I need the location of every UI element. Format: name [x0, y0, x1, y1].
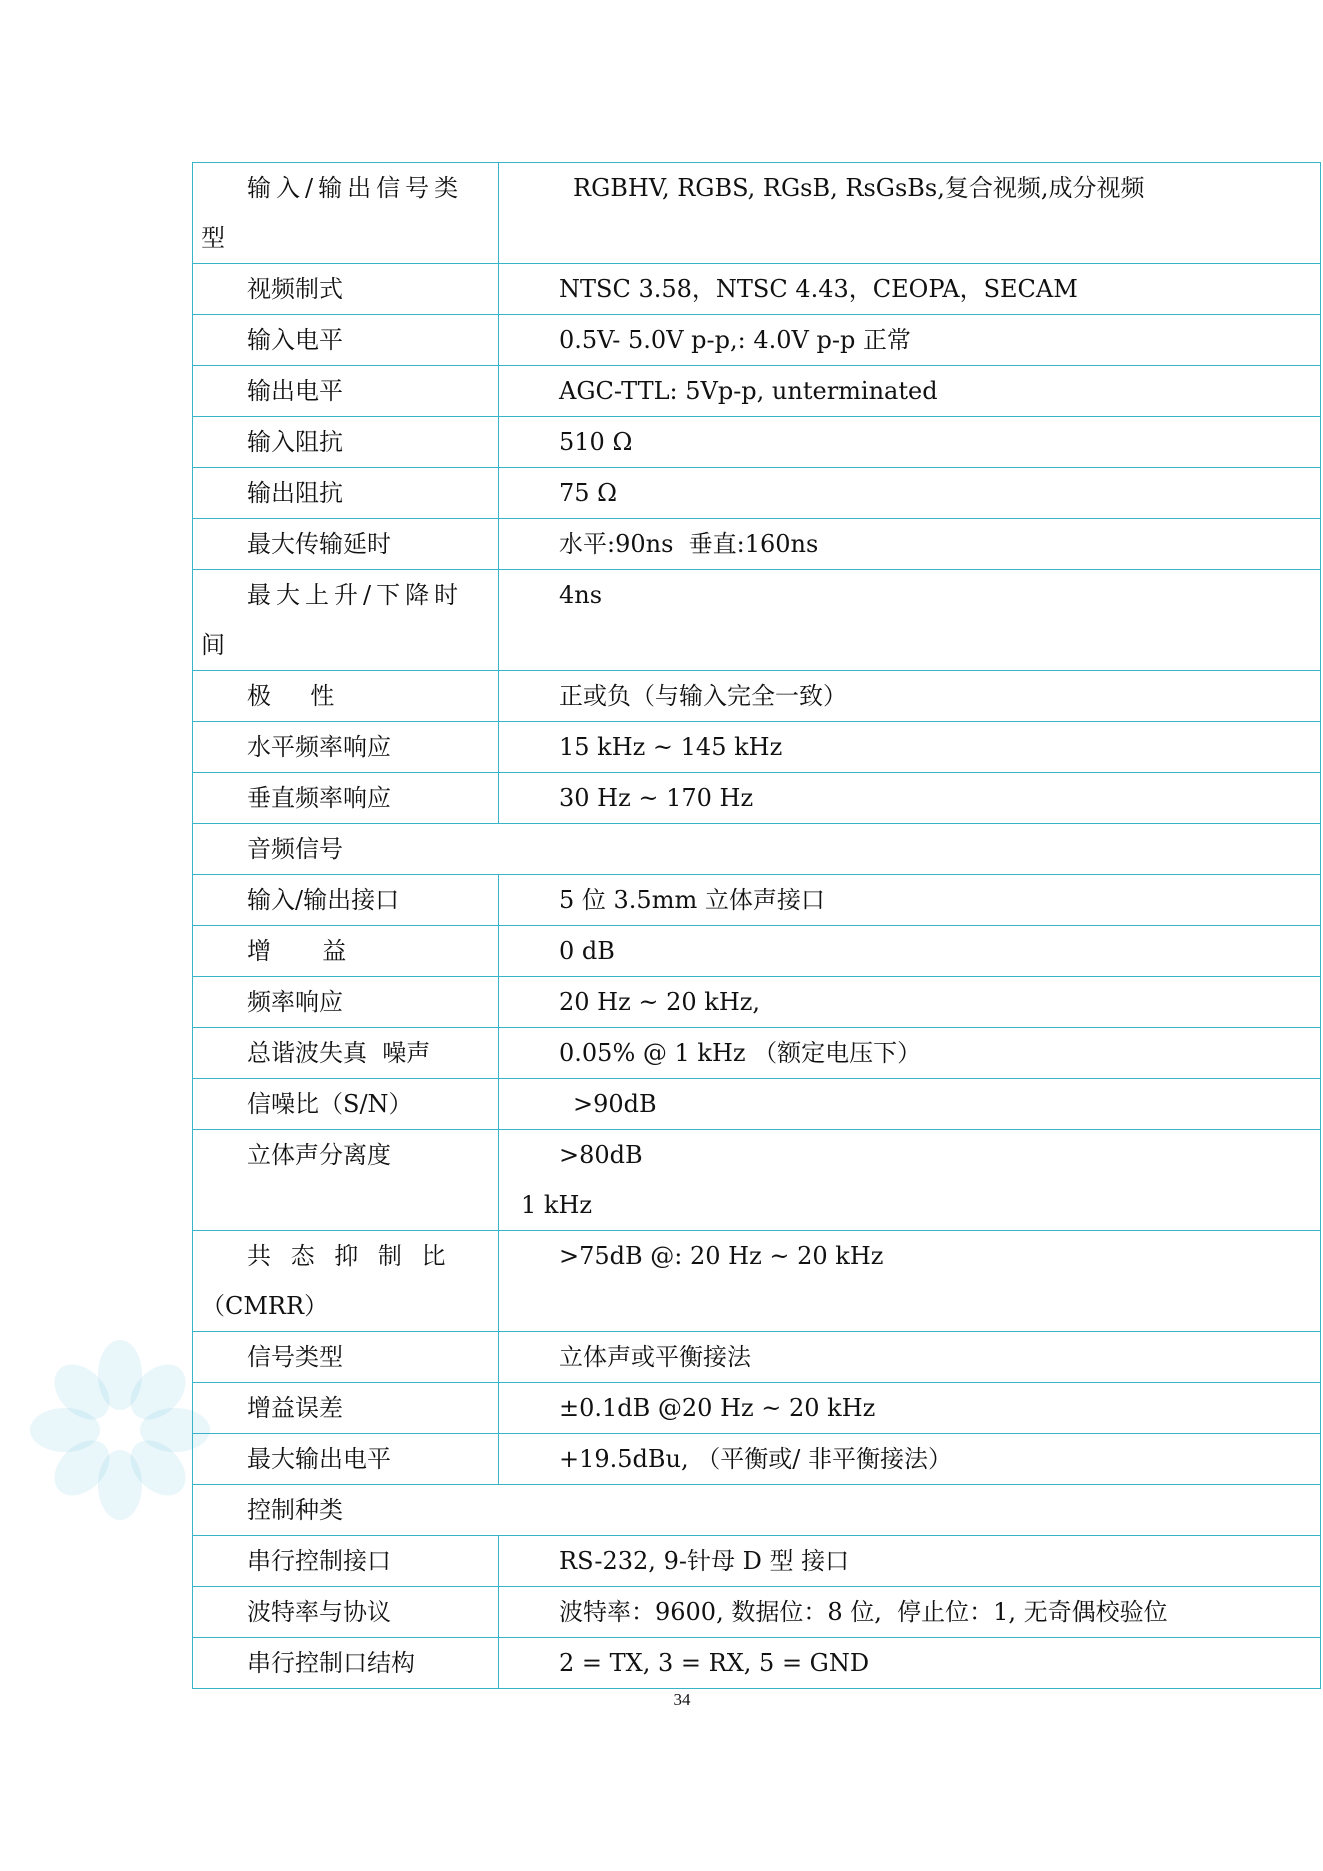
table-row: 输入电平 0.5V- 5.0V p-p,: 4.0V p-p 正常 — [193, 315, 1321, 366]
table-row: 输出阻抗 75 Ω — [193, 468, 1321, 519]
table-row: 垂直频率响应 30 Hz ~ 170 Hz — [193, 773, 1321, 824]
table-row: 最大上升/下降时 间 4ns — [193, 570, 1321, 671]
section-heading-control: 控制种类 — [193, 1485, 1321, 1536]
section-row — [193, 824, 1321, 875]
section-heading-audio: 音频信号 — [193, 824, 1321, 875]
row-value: RGBHV, RGBS, RGsB, RsGsBs,复合视频,成分视频 — [499, 163, 1321, 264]
table-row: 增 益 0 dB — [193, 926, 1321, 977]
spec-table — [192, 162, 1321, 1689]
table-row: 信号类型 立体声或平衡接法 — [193, 1332, 1321, 1383]
watermark-flower-logo — [20, 1330, 220, 1530]
row-label: 输入/输出信号类 型 — [193, 163, 499, 264]
section-row — [193, 1485, 1321, 1536]
table-row: 信噪比（S/N） >90dB — [193, 1079, 1321, 1130]
table-row: 串行控制接口 RS-232, 9-针母 D 型 接口 — [193, 1536, 1321, 1587]
table-row: 输出电平 AGC-TTL: 5Vp-p, unterminated — [193, 366, 1321, 417]
table-row: 最大传输延时 水平:90ns 垂直:160ns — [193, 519, 1321, 570]
table-row: 极 性 正或负（与输入完全一致） — [193, 671, 1321, 722]
table-row: 总谐波失真 噪声 0.05% @ 1 kHz （额定电压下） — [193, 1028, 1321, 1079]
table-row — [193, 163, 1321, 264]
table-row: 串行控制口结构 2 = TX, 3 = RX, 5 = GND — [193, 1638, 1321, 1689]
table-row: 频率响应 20 Hz ~ 20 kHz, — [193, 977, 1321, 1028]
table-row: 增益误差 ±0.1dB @20 Hz ~ 20 kHz — [193, 1383, 1321, 1434]
table-row: 立体声分离度 >80dB 1 kHz — [193, 1130, 1321, 1231]
table-row: 共 态 抑 制 比 （CMRR） >75dB @: 20 Hz ~ 20 kHz — [193, 1231, 1321, 1332]
page-number: 34 — [673, 1690, 691, 1709]
table-row: 输入阻抗 510 Ω — [193, 417, 1321, 468]
table-row: 视频制式 NTSC 3.58，NTSC 4.43，CEOPA，SECAM — [193, 264, 1321, 315]
table-row: 最大输出电平 +19.5dBu, （平衡或/ 非平衡接法） — [193, 1434, 1321, 1485]
table-row: 输入/输出接口 5 位 3.5mm 立体声接口 — [193, 875, 1321, 926]
table-row: 波特率与协议 波特率：9600, 数据位：8 位, 停止位：1, 无奇偶校验位 — [193, 1587, 1321, 1638]
table-row: 水平频率响应 15 kHz ~ 145 kHz — [193, 722, 1321, 773]
